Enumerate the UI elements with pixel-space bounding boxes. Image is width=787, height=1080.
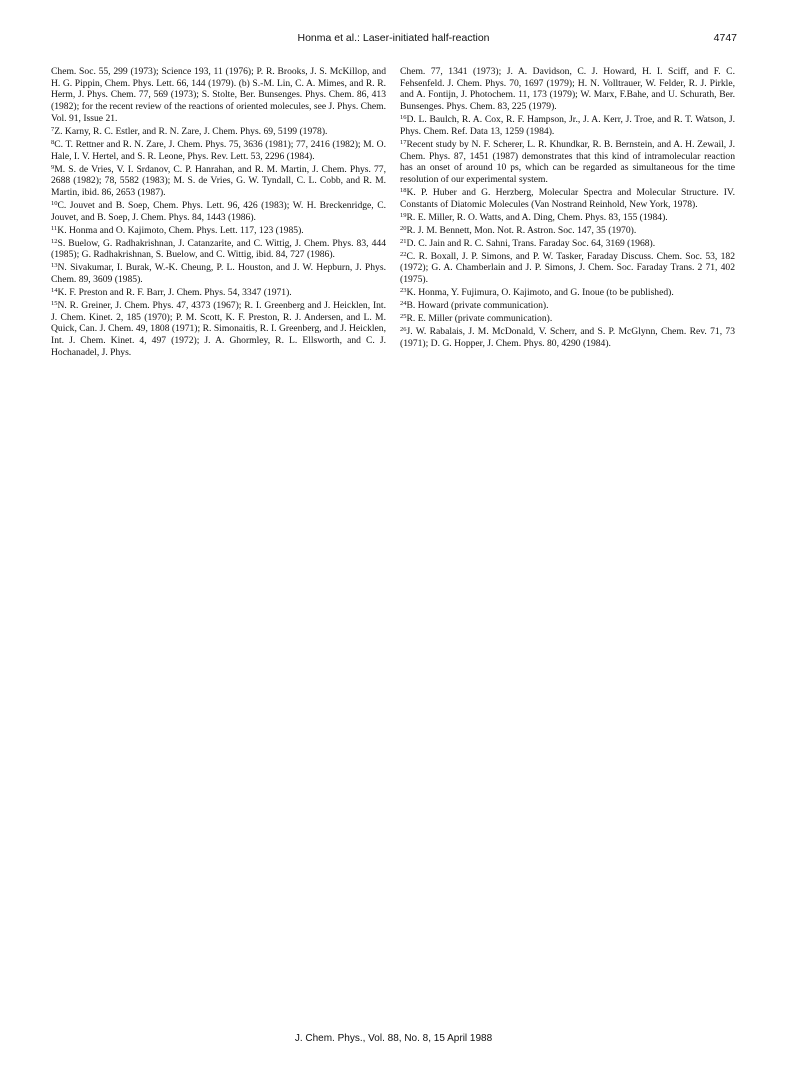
reference-number: 24 [400, 300, 407, 308]
reference-number: 7 [51, 125, 55, 133]
reference-text: Chem. Soc. 55, 299 (1973); Science 193, 11 (1976); P. R. Brooks, J. S. McKillop, and H. G. Pippin, Chem. Phys. Lett. 66, 144 (1979). (b) S.-M. Lin, C. A. Mimes, and R. R. Herm, J. Phys. Chem. 77, 569 (1973); S. Stolte, Ber. Bunsenges. Phys. Chem. 86, 413 (1982); for the recent review of the reactions of oriented molecules, see J. Phys. Chem. Vol. 91, Issue 21. [51, 66, 386, 124]
reference-entry [400, 225, 735, 237]
reference-number: 22 [400, 250, 407, 258]
references-left-column [51, 66, 386, 360]
running-title: Honma et al.: Laser-initiated half-reaction [297, 32, 490, 44]
reference-number: 20 [400, 224, 407, 232]
reference-number: 19 [400, 211, 407, 219]
reference-entry [400, 114, 735, 137]
reference-entry [400, 139, 735, 186]
reference-entry [51, 300, 386, 359]
references-right-column [400, 66, 735, 351]
reference-text: N. R. Greiner, J. Chem. Phys. 47, 4373 (1967); R. I. Greenberg and J. Heicklen, Int. J. Chem. Kinet. 2, 185 (1970); P. M. Scott, K. F. Preston, R. J. Andersen, and L. M. Quick, Can. J. Chem. 49, 1808 (1971); R. Simonaitis, R. I. Greenberg, and J. Heicklen, Int. J. Chem. Kinet. 4, 497 (1972); J. A. Ghormley, R. L. Ellsworth, and C. J. Hochanadel, J. Phys. [51, 300, 386, 358]
reference-text: C. Jouvet and B. Soep, Chem. Phys. Lett. 96, 426 (1983); W. H. Breckenridge, C. Jouvet, and B. Soep, J. Chem. Phys. 84, 1443 (1986). [51, 199, 386, 223]
reference-text: S. Buelow, G. Radhakrishnan, J. Catanzarite, and C. Wittig, J. Chem. Phys. 83, 444 (1985); G. Radhakrishnan, S. Buelow, and C. Wittig, ibid. 84, 727 (1986). [51, 237, 386, 261]
reference-number: 21 [400, 237, 407, 245]
reference-entry [400, 238, 735, 250]
reference-text: Chem. 77, 1341 (1973); J. A. Davidson, C. J. Howard, H. I. Sciff, and F. C. Fehsenfeld. J. Chem. Phys. 70, 1697 (1979); H. N. Volltrauer, W. Felder, R. J. Pirkle, and A. Fontijn, J. Photochem. 11, 173 (1979); W. Marx, F.Bahe, and U. Schurath, Ber. Bunsenges. Phys. Chem. 83, 225 (1979). [400, 66, 735, 113]
reference-number: 23 [400, 287, 407, 295]
reference-entry [51, 126, 386, 138]
reference-entry [400, 326, 735, 349]
reference-number: 10 [51, 199, 58, 207]
reference-number: 9 [51, 163, 55, 171]
reference-number: 14 [51, 287, 58, 295]
reference-number: 26 [400, 326, 407, 334]
reference-entry [400, 66, 735, 113]
reference-entry [51, 262, 386, 285]
reference-number: 16 [400, 114, 407, 122]
reference-number: 11 [51, 224, 58, 232]
reference-number: 8 [51, 138, 55, 146]
reference-entry [400, 251, 735, 286]
reference-text: R. E. Miller, R. O. Watts, and A. Ding, Chem. Phys. 83, 155 (1984). [406, 211, 668, 223]
reference-text: K. P. Huber and G. Herzberg, Molecular Spectra and Molecular Structure. IV. Constants of Diatomic Molecules (Van Nostrand Reinhold, New York, 1978). [400, 186, 735, 210]
reference-entry [400, 313, 735, 325]
reference-text: Z. Karny, R. C. Estler, and R. N. Zare, J. Chem. Phys. 69, 5199 (1978). [54, 125, 328, 137]
reference-text: R. J. M. Bennett, Mon. Not. R. Astron. Soc. 147, 35 (1970). [406, 224, 637, 236]
reference-text: K. Honma and O. Kajimoto, Chem. Phys. Lett. 117, 123 (1985). [57, 224, 304, 236]
reference-number: 17 [400, 138, 407, 146]
reference-text: M. S. de Vries, V. I. Srdanov, C. P. Hanrahan, and R. M. Martin, J. Chem. Phys. 77, 2688 (1982); 78, 5582 (1983); M. S. de Vries, G. W. Tyndall, C. L. Cobb, and R. M. Martin, ibid. 86, 2653 (1987). [51, 163, 386, 198]
reference-entry [400, 187, 735, 210]
reference-number: 12 [51, 237, 58, 245]
reference-text: B. Howard (private communication). [406, 300, 549, 312]
reference-text: C. T. Rettner and R. N. Zare, J. Chem. Phys. 75, 3636 (1981); 77, 2416 (1982); M. O. Hale, I. V. Hertel, and S. R. Leone, Phys. Rev. Lett. 53, 2296 (1984). [51, 138, 386, 162]
reference-number: 18 [400, 186, 407, 194]
reference-entry [51, 66, 386, 125]
reference-number: 15 [51, 300, 58, 308]
reference-entry [51, 139, 386, 162]
reference-entry [51, 287, 386, 299]
reference-text: D. C. Jain and R. C. Sahni, Trans. Faraday Soc. 64, 3169 (1968). [406, 237, 656, 249]
reference-entry [400, 287, 735, 299]
reference-text: D. L. Baulch, R. A. Cox, R. F. Hampson, Jr., J. A. Kerr, J. Troe, and R. T. Watson, J. Phys. Chem. Ref. Data 13, 1259 (1984). [400, 114, 735, 137]
reference-entry [400, 212, 735, 224]
reference-entry [51, 238, 386, 261]
reference-number: 25 [400, 313, 407, 321]
running-header [0, 32, 787, 48]
reference-entry [400, 300, 735, 312]
reference-number: 13 [51, 262, 58, 270]
reference-text: J. W. Rabalais, J. M. McDonald, V. Scherr, and S. P. McGlynn, Chem. Rev. 71, 73 (1971); D. G. Hopper, J. Chem. Phys. 80, 4290 (1984). [400, 326, 735, 349]
page-number: 4747 [713, 32, 737, 44]
journal-footer: J. Chem. Phys., Vol. 88, No. 8, 15 April 1988 [294, 1033, 493, 1044]
reference-entry [51, 225, 386, 237]
reference-entry [51, 164, 386, 199]
reference-text: R. E. Miller (private communication). [406, 313, 553, 325]
reference-text: N. Sivakumar, I. Burak, W.-K. Cheung, P. L. Houston, and J. W. Hepburn, J. Phys. Chem. 89, 3609 (1985). [51, 262, 386, 286]
reference-entry [51, 200, 386, 223]
reference-text: Recent study by N. F. Scherer, L. R. Khundkar, R. B. Bernstein, and A. H. Zewail, J. Chem. Phys. 87, 1451 (1987) demonstrates that this kind of intramolecular reaction has an onset of around 10 ps, which can be regarded as simultaneous for the time resolution of our experimental system. [400, 138, 735, 185]
reference-text: C. R. Boxall, J. P. Simons, and P. W. Tasker, Faraday Discuss. Chem. Soc. 53, 182 (1972); G. A. Chamberlain and J. P. Simons, J. Chem. Soc. Faraday Trans. 2 71, 402 (1975). [400, 250, 735, 286]
reference-text: K. F. Preston and R. F. Barr, J. Chem. Phys. 54, 3347 (1971). [57, 287, 292, 299]
reference-text: K. Honma, Y. Fujimura, O. Kajimoto, and G. Inoue (to be published). [406, 287, 674, 299]
